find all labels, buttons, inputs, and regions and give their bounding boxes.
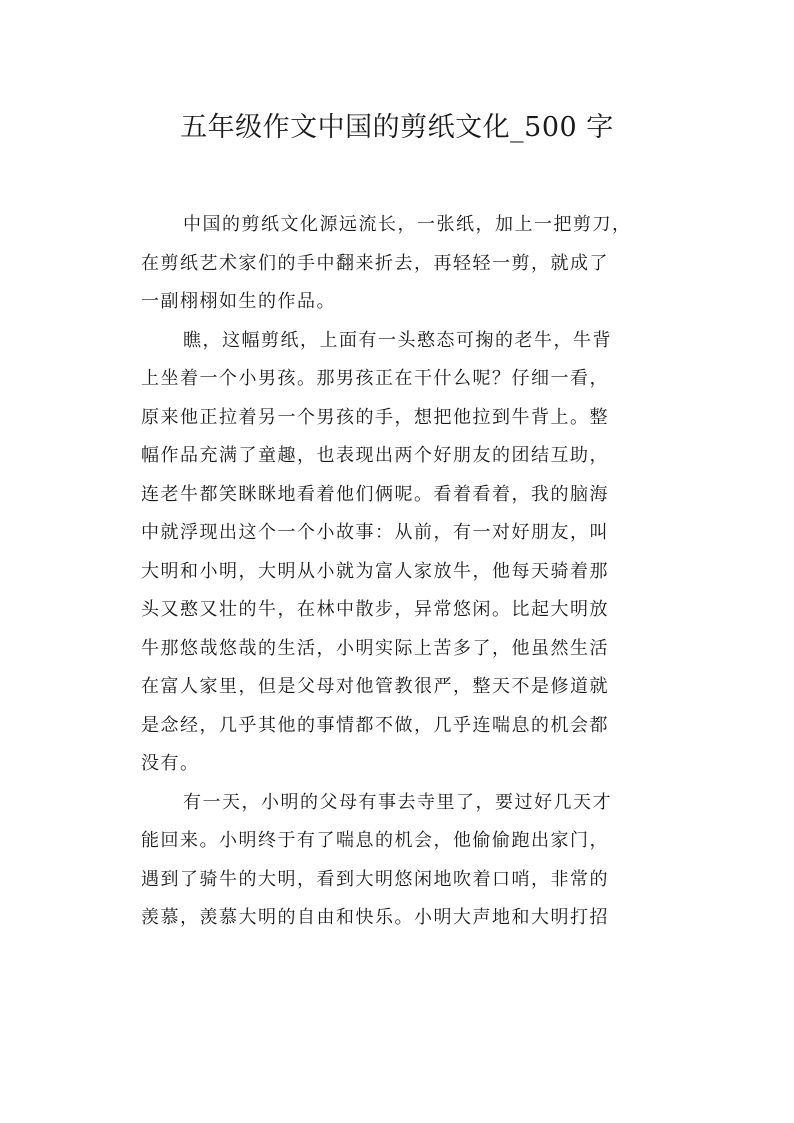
paragraph-2-line-12: 没有。 [141,753,200,774]
paragraph-2-line-9: 牛那悠哉悠哉的生活，小明实际上苦多了，他虽然生活 [141,637,609,659]
paragraph-2-line-1: 瞧，这幅剪纸，上面有一头憨态可掬的老牛，牛背 [183,329,612,351]
paragraph-3-line-4: 羡慕，羡慕大明的自由和快乐。小明大声地和大明打招 [141,907,609,928]
document-title: 五年级作文中国的剪纸文化_500 字 [180,112,614,143]
paragraph-2-line-8: 头又憨又壮的牛，在林中散步，异常悠闲。比起大明放 [141,599,609,620]
paragraph-2-line-10: 在富人家里，但是父母对他管教很严，整天不是修道就 [141,676,609,697]
paragraph-3-line-1: 有一天，小明的父母有事去寺里了，要过好几天才 [183,791,612,813]
paragraph-2-line-3: 原来他正拉着另一个男孩的手，想把他拉到牛背上。整 [141,406,609,428]
paragraph-2-line-11: 是念经，几乎其他的事情都不做，几乎连喘息的机会都 [141,714,609,736]
paragraph-2-line-7: 大明和小明，大明从小就为富人家放牛，他每天骑着那 [141,560,609,582]
paragraph-2-line-6: 中就浮现出这个一个小故事：从前，有一对好朋友，叫 [141,522,609,543]
paragraph-1-line-1: 中国的剪纸文化源远流长，一张纸，加上一把剪刀， [183,214,632,235]
paragraph-3-line-3: 遇到了骑牛的大明，看到大明悠闲地吹着口哨，非常的 [141,868,609,890]
paragraph-2-line-4: 幅作品充满了童趣，也表现出两个好朋友的团结互助， [141,445,609,466]
paragraph-2-line-2: 上坐着一个小男孩。那男孩正在干什么呢？仔细一看， [141,368,609,389]
paragraph-2-line-5: 连老牛都笑眯眯地看着他们俩呢。看着看着，我的脑海 [141,483,609,505]
document-body [141,206,666,938]
paragraph-1-line-3: 一副栩栩如生的作品。 [141,291,336,312]
paragraph-3-line-2: 能回来。小明终于有了喘息的机会，他偷偷跑出家门， [141,830,609,851]
paragraph-1-line-2: 在剪纸艺术家们的手中翻来折去，再轻轻一剪，就成了 [141,252,609,274]
